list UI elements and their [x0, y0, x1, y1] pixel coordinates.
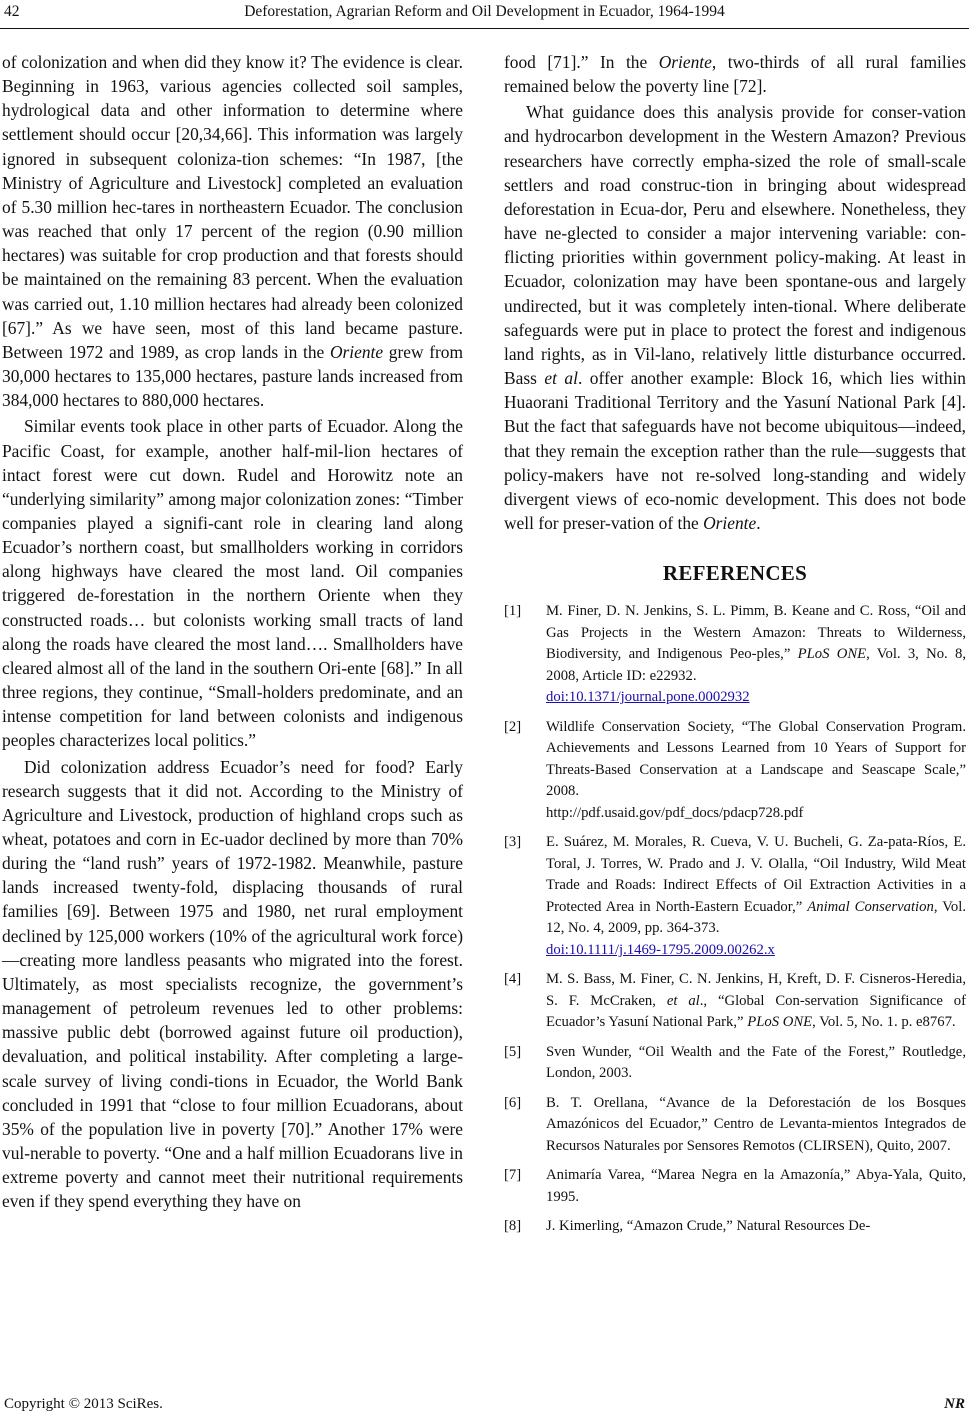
reference-text: Wildlife Conservation Society, “The Global Conservation Program. Achievements and Lessons Learned from 10 Years of Support for Threats-Based Conservation at a Landscape and Seascape Scale,” 2008. http://pdf.usaid.gov/pdf_docs/pdacp728.pdf [546, 718, 966, 821]
running-title: Deforestation, Agrarian Reform and Oil Development in Ecuador, 1964-1994 [244, 3, 725, 20]
doi-link[interactable]: doi:10.1111/j.1469-1795.2009.00262.x [546, 941, 775, 958]
copyright-notice: Copyright © 2013 SciRes. [4, 1396, 163, 1412]
url-text: http://pdf.usaid.gov/pdf_docs/pdacp728.pdf [546, 804, 804, 821]
reference-number: [3] [504, 834, 522, 851]
reference-text: Animaría Varea, “Marea Negra en la Amazonía,” Abya-Yala, Quito, 1995. [546, 1167, 966, 1205]
paragraph: Similar events took place in other parts of Ecuador. Along the Pacific Coast, for example, another half-mil-lion hectares of intact forest were cut down. Rudel and Horowitz note an “underlying similarity” among major colonization zones: “Timber companies played a signifi-cant role in clearing land along Ecuador’s northern coast, but smallholders working in corridors along highways have cleared the most land. Oil companies triggered de-forestation in the northern Oriente when they constructed roads… but colonists working small tracts of land along the roads have cleared the most land…. Smallholders have cleared almost all of the land in the southern Ori-ente [68].” In all three regions, they continue, “Small-holders predominate, and an intense competition for land between colonists and indigenous peoples characterizes local politics.” [2, 416, 463, 751]
reference-text: E. Suárez, M. Morales, R. Cueva, V. U. Bucheli, G. Za-pata-Ríos, E. Toral, J. Torres, W. Prado and J. V. Olalla, “Oil Industry, Wild Meat Trade and Roads: Indirect Effects of Oil Extraction Activities in a Protected Area in North-Eastern Ecuador,” Animal Conservation, Vol. 12, No. 4, 2009, pp. 364-373. doi:10.1111/j.1469-1795.2009.00262.x [546, 834, 967, 958]
reference-text: J. Kimerling, “Amazon Crude,” Natural Resources De- [546, 1218, 871, 1235]
reference-number: [5] [504, 1043, 522, 1060]
reference-item [504, 969, 966, 1034]
paragraph: What guidance does this analysis provide for conser-vation and hydrocarbon development in the Western Amazon? Previous researchers have correctly empha-sized the role of small-scale settlers and road construc-tion in bringing about widespread deforestation in Ecua-dor, Peru and elsewhere. Nonetheless, they have ne-glected to consider a major intervening variable: con-flicting priorities within government policy-making. At least in Ecuador, colonization may have been spontane-ous and largely undirected, but it was completely inten-tional. Where deliberate safeguards were put in place to protect the forest and indigenous land rights, as in Vil-lano, relatively little disturbance occurred. Bass et al. offer another example: Block 16, which lies within Huaorani Traditional Territory and the Yasuní National Park [4]. But the fact that safeguards have not become ubiquitous—indeed, that they remain the exception rather than the rule—suggests that policy-makers have not re-solved long-standing and widely divergent views of eco-nomic development. This does not bode well for preser-vation of the Oriente. [504, 102, 966, 533]
paragraph: food [71].” In the Oriente, two-thirds of all rural families remained below the poverty line [72]. [504, 52, 967, 97]
reference-number: [8] [504, 1218, 522, 1235]
reference-item [504, 1165, 966, 1208]
header-rule [0, 28, 969, 29]
reference-text: M. S. Bass, M. Finer, C. N. Jenkins, H, Kreft, D. F. Cisneros-Heredia, S. F. McCraken, et al., “Global Con-servation Significance of Ecuador’s Yasuní National Park,” PLoS ONE, Vol. 5, No. 1. p. e8767. [546, 971, 966, 1031]
reference-number: [1] [504, 603, 522, 620]
reference-number: [4] [504, 971, 522, 988]
reference-item [504, 601, 966, 709]
references-heading: REFERENCES [662, 561, 808, 586]
reference-item [504, 832, 966, 961]
reference-item [504, 1216, 966, 1238]
reference-item [504, 717, 966, 825]
page-number: 42 [4, 3, 20, 20]
reference-number: [6] [504, 1094, 522, 1111]
reference-item [504, 1042, 966, 1085]
doi-link[interactable]: doi:10.1371/journal.pone.0002932 [546, 689, 750, 706]
reference-item [504, 1093, 966, 1158]
reference-number: [7] [504, 1167, 522, 1184]
reference-text: M. Finer, D. N. Jenkins, S. L. Pimm, B. Keane and C. Ross, “Oil and Gas Projects in the Western Amazon: Threats to Wilderness, Biodiversity, and Indigenous Peo-ples,” PLoS ONE, Vol. 3, No. 8, 2008, Article ID: e22932. doi:10.1371/journal.pone.0002932 [546, 603, 966, 706]
paragraph: of colonization and when did they know it? The evidence is clear. Beginning in 1963, various agencies collected soil samples, hydrological data and other information to determine where settlement should occur [20,34,66]. This information was largely ignored in subsequent coloniza-tion schemes: “In 1987, [the Ministry of Agriculture and Livestock] completed an evaluation of 5.30 million hec-tares in northeastern Ecuador. The conclusion was reached that only 17 percent of the region (0.90 million hectares) was suitable for crop production and that forests should be maintained on the remaining 83 percent. When the evaluation was carried out, 1.10 million hectares had already been colonized [67].” As we have seen, most of this land became pasture. Between 1972 and 1989, as crop lands in the Oriente grew from 30,000 hectares to 135,000 hectares, pasture lands increased from 384,000 hectares to 880,000 hectares. [2, 52, 464, 411]
reference-list [504, 601, 966, 1238]
paragraph: Did colonization address Ecuador’s need for food? Early research suggests that it did not. According to the Ministry of Agriculture and Livestock, production of highland crops such as wheat, potatoes and corn in Ec-uador declined by more than 70% during the “land rush” years of 1972-1982. Meanwhile, pasture lands increased twenty-fold, displacing thousands of rural families [69]. Between 1975 and 1980, net rural employment declined by 125,000 workers (10% of the agricultural work force)—creating more landless peasants who migrated into the forest. Ultimately, as most specialists recognize, the government’s management of petroleum revenues led to other problems: massive public debt (borrowed against future oil production), devaluation, and political instability. After completing a large-scale survey of living condi-tions in Ecuador, the World Bank concluded in 1991 that “close to four million Ecuadorans, about 35% of the population live in poverty [70].” Another 17% were vul-nerable to poverty. “One and a half million Ecuadorans live in extreme poverty and cannot meet their nutritional requirements even if they spend everything they have on [2, 756, 463, 1212]
reference-text: B. T. Orellana, “Avance de la Deforestación de los Bosques Amazónicos del Ecuador,” Centro de Levanta-mientos Integrados de Recursos Naturales por Sensores Remotos (CLIRSEN), Quito, 2007. [546, 1094, 966, 1154]
reference-text: Sven Wunder, “Oil Wealth and the Fate of the Forest,” Routledge, London, 2003. [546, 1043, 966, 1082]
left-column [2, 50, 463, 1214]
right-column [504, 50, 966, 1246]
reference-number: [2] [504, 718, 522, 735]
running-header [0, 0, 969, 24]
journal-abbreviation: NR [944, 1396, 965, 1412]
